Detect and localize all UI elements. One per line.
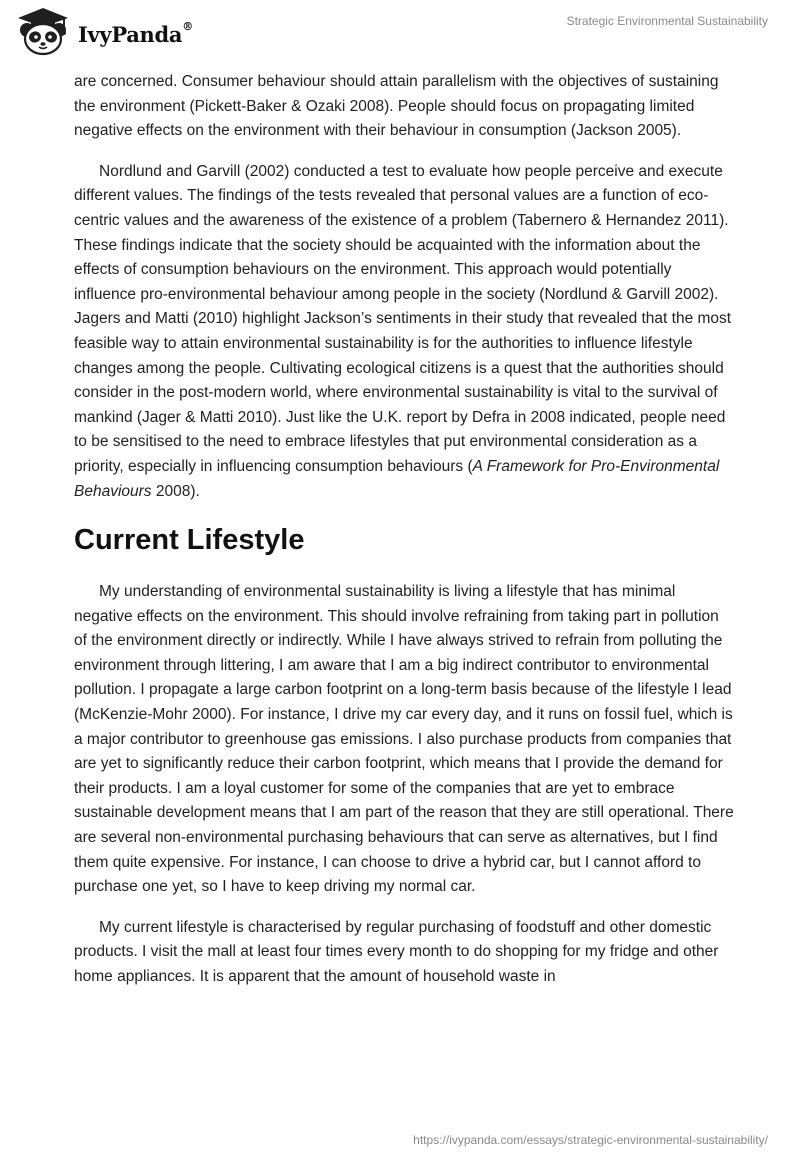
brand-name (78, 19, 193, 47)
essay-body (74, 70, 734, 1006)
paragraph-4: My current lifestyle is characterised by regular purchasing of foodstuff and other domestic products. I visit the mall at least four times every month to do shopping for my fridge and other home appliances. It is apparent that the amount of household waste in (74, 918, 719, 985)
brand-label: IvyPanda (78, 21, 183, 47)
paragraph-2-report-title: A Framework for Pro-Environmental Behaviours (74, 457, 720, 500)
paragraph-1: are concerned. Consumer behaviour should attain parallelism with the objectives of sustaining the environment (Pickett-Baker & Ozaki 2008). People should focus on propagating limited negative effects on the environment with their behaviour in consumption (Jackson 2005). (74, 73, 719, 140)
panda-graduate-icon (14, 6, 72, 56)
paragraph-2 (74, 160, 734, 504)
ivypanda-logo[interactable] (14, 6, 193, 56)
document-title: Strategic Environmental Sustainability (566, 14, 768, 28)
page-header (0, 0, 800, 60)
paragraph-2-end: 2008). (151, 482, 200, 500)
paragraph-3: My understanding of environmental sustainability is living a lifestyle that has minimal negative effects on the environment. This should involve refraining from taking part in pollution of the environment directly or indirectly. While I have always strived to refrain from polluting the environment through littering, I am aware that I am a big indirect contributor to environmental pollution. I propagate a large carbon footprint on a long-term basis because of the lifestyle I lead (McKenzie-Mohr 2000). For instance, I drive my car every day, and it runs on fossil fuel, which is a major contributor to greenhouse gas emissions. I also purchase products from companies that are yet to significantly reduce their carbon footprint, which means that I provide the demand for their products. I am a loyal customer for some of the companies that are yet to embrace sustainable development means that I am part of the reason that they are still operational. There are several non-environmental purchasing behaviours that can serve as alternatives, but I find them quite expensive. For instance, I can choose to drive a hybrid car, but I cannot afford to purchase one yet, so I have to keep driving my normal car. (74, 583, 734, 896)
section-heading: Current Lifestyle (74, 524, 305, 557)
page-url[interactable]: https://ivypanda.com/essays/strategic-environmental-sustainability/ (413, 1133, 768, 1147)
paragraph-2-text: Nordlund and Garvill (2002) conducted a test to evaluate how people perceive and execute different values. The findings of the tests revealed that personal values are a function of eco-centric values and the awareness of the existence of a problem (Tabernero & Hernandez 2011). These findings indicate that the society should be acquainted with the information about the effects of consumption behaviours on the environment. This approach would potentially influence pro-environmental behaviour among people in the society (Nordlund & Garvill 2002). Jagers and Matti (2010) highlight Jackson’s sentiments in their study that revealed that the most feasible way to attain environmental sustainability is for the authorities to influence lifestyle changes among the people. Cultivating ecological citizens is a quest that the authorities should consider in the post-modern world, where environmental sustainability is vital to the survival of mankind (Jager & Matti 2010). Just like the U.K. report by Defra in 2008 indicated, people need to be sensitised to the need to embrace lifestyles that put environmental consideration as a priority, especially in influencing consumption behaviours ( (74, 162, 732, 475)
registered-mark: ® (182, 19, 193, 33)
